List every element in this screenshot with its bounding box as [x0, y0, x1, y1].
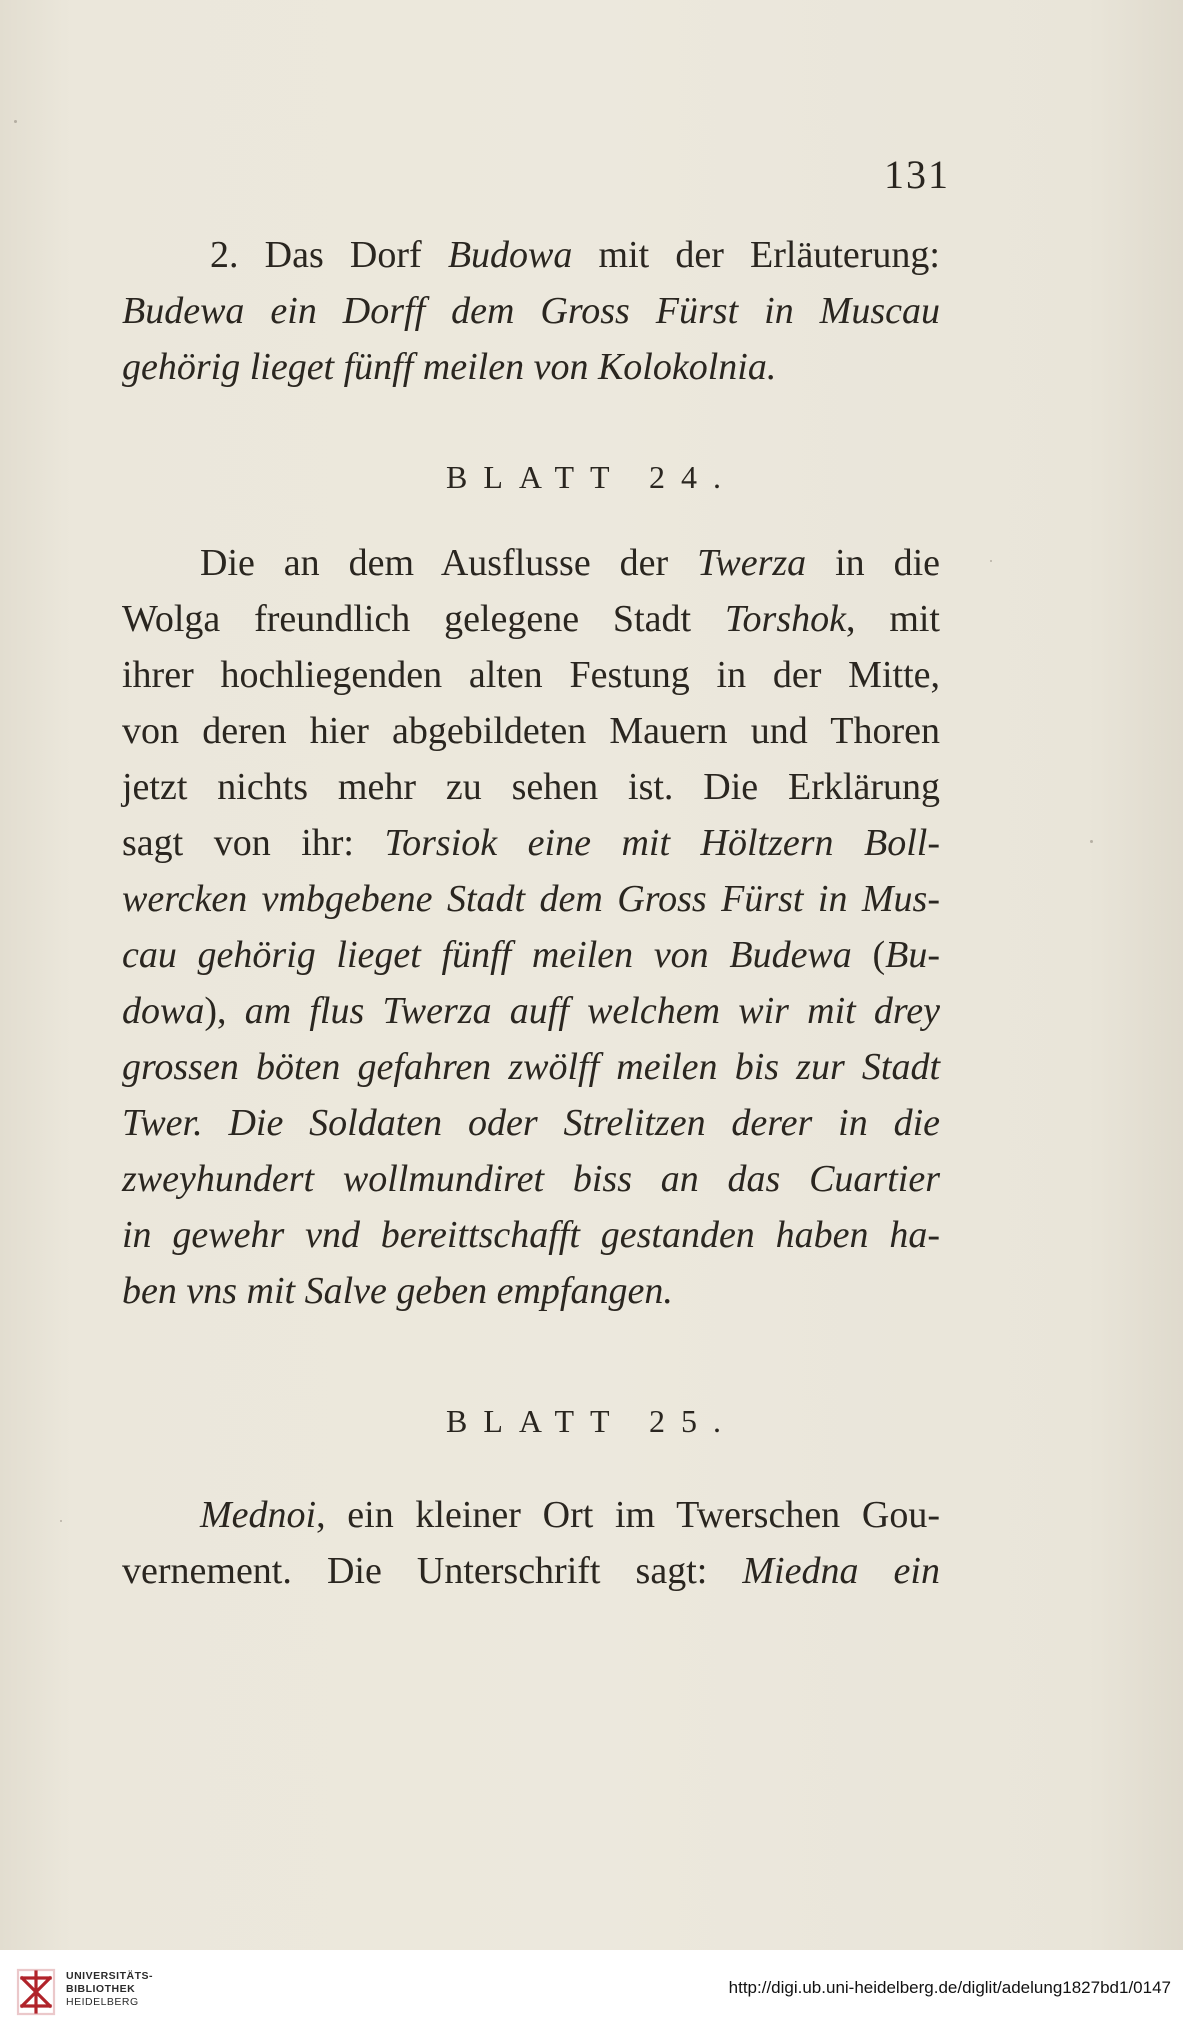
library-name-line: BIBLIOTHEK	[66, 1983, 136, 1995]
text-segment: ),	[204, 990, 245, 1032]
text-segment: ihrer hochliegenden alten Festung in der Mitte,	[122, 654, 940, 696]
text-line	[122, 283, 940, 339]
italic-text-segment: Mednoi	[200, 1494, 317, 1536]
italic-text-segment: Bu-	[885, 934, 940, 976]
text-line	[122, 1151, 940, 1207]
paper-speck	[14, 120, 17, 123]
italic-text-segment: wercken vmbgebene Stadt dem Gross Fürst in Mus-	[122, 878, 940, 920]
italic-text-segment: Budewa ein Dorff dem Gross Fürst in Muscau	[122, 290, 940, 332]
text-segment: (	[851, 934, 886, 976]
italic-text-segment: grossen böten gefahren zwölff meilen bis zur Stadt	[122, 1046, 940, 1088]
text-line	[122, 871, 940, 927]
text-segment: 2. Das Dorf	[210, 234, 448, 276]
italic-text-segment: Twerza	[697, 542, 807, 584]
text-line	[122, 1543, 940, 1599]
text-line	[122, 927, 940, 983]
italic-text-segment: in gewehr vnd bereittschafft gestanden haben ha-	[122, 1214, 940, 1256]
italic-text-segment: am flus Twerza auff welchem wir mit drey	[244, 990, 940, 1032]
text-line	[122, 1095, 940, 1151]
text-segment: in die	[806, 542, 941, 584]
italic-text-segment: cau gehörig lieget fünff meilen von Budewa	[122, 934, 852, 976]
footer-bar	[0, 1950, 1183, 2033]
text-line	[122, 1207, 940, 1263]
text-line	[122, 339, 940, 395]
source-url-link[interactable]: http://digi.ub.uni-heidelberg.de/diglit/adelung1827bd1/0147	[728, 1978, 1171, 1997]
italic-text-segment: Torshok	[724, 598, 846, 640]
university-library-logo-icon	[12, 1964, 60, 2020]
text-line	[200, 1487, 940, 1543]
text-segment: , ein kleiner Ort im Twerschen Gou-	[316, 1494, 940, 1536]
section-heading-blatt-25: BLATT 25.	[446, 1403, 737, 1439]
library-name	[66, 1970, 153, 2009]
text-line	[200, 535, 940, 591]
library-name-line: UNIVERSITÄTS-	[66, 1970, 154, 1982]
paper-speck	[1090, 840, 1093, 843]
text-segment: jetzt nichts mehr zu sehen ist. Die Erklärung	[122, 766, 940, 808]
italic-text-segment: dowa	[122, 990, 205, 1032]
page-number: 131	[884, 152, 950, 197]
italic-text-segment: Miedna ein	[742, 1550, 940, 1592]
text-segment: vernement. Die Unterschrift sagt:	[122, 1550, 743, 1592]
italic-text-segment: Twer. Die Soldaten oder Strelitzen derer in die	[122, 1102, 940, 1144]
section-heading-blatt-24: BLATT 24.	[446, 459, 737, 495]
text-line	[122, 1263, 940, 1319]
text-line	[122, 759, 940, 815]
text-line	[122, 703, 940, 759]
library-name-line: HEIDELBERG	[66, 1996, 139, 2008]
italic-text-segment: Budowa	[447, 234, 573, 276]
text-segment: Wolga freundlich gelegene Stadt	[122, 598, 725, 640]
text-line	[122, 1039, 940, 1095]
italic-text-segment: gehörig lieget fünff meilen von Kolokolnia.	[122, 346, 777, 388]
text-line	[122, 647, 940, 703]
text-line	[122, 983, 940, 1039]
italic-text-segment: Torsiok eine mit Höltzern Boll-	[384, 822, 940, 864]
text-line	[122, 815, 940, 871]
text-segment: Die an dem Ausflusse der	[200, 542, 698, 584]
text-segment: mit der Erläuterung:	[572, 234, 940, 276]
text-segment: von deren hier abgebildeten Mauern und Thoren	[122, 710, 940, 752]
text-line	[210, 227, 940, 283]
text-line	[122, 591, 940, 647]
paper-speck	[990, 560, 992, 562]
text-segment: sagt von ihr:	[122, 822, 385, 864]
paper-speck	[60, 1520, 62, 1522]
italic-text-segment: zweyhundert wollmundiret biss an das Cuartier	[122, 1158, 940, 1200]
italic-text-segment: ben vns mit Salve geben empfangen.	[122, 1270, 673, 1312]
text-segment: , mit	[845, 598, 940, 640]
